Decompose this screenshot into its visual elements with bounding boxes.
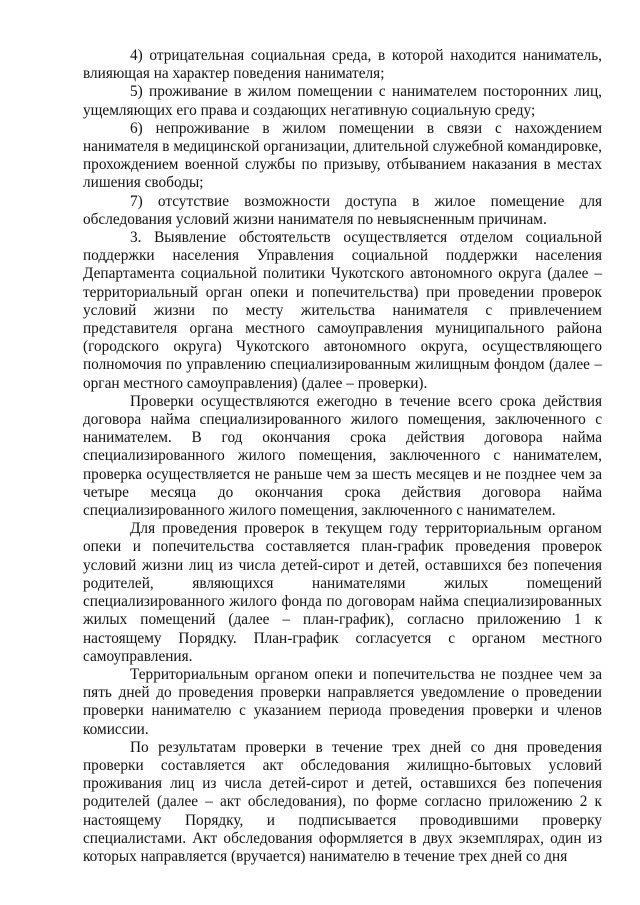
document-page bbox=[83, 47, 602, 866]
paragraph-item-7: 7) отсутствие возможности доступа в жилое помещение для обследования условий жизни нанимателя по невыясненным причинам. bbox=[83, 192, 602, 228]
paragraph-notification: Территориальным органом опеки и попечительства не позднее чем за пять дней до проведения проверки направляется уведомление о проведении проверки нанимателю с указанием периода проведения проверки и членов комиссии. bbox=[83, 665, 602, 738]
paragraph-inspection-schedule: Проверки осуществляются ежегодно в течение всего срока действия договора найма специализированного жилого помещения, заключенного с нанимателем. В год окончания срока действия договора найма специализированного жилого помещения, заключенного с нанимателем, проверка осуществляется не раньше чем за шесть месяцев и не позднее чем за четыре месяца до окончания срока действия договора найма специализированного жилого помещения, заключенного с нанимателем. bbox=[83, 392, 602, 520]
paragraph-item-5: 5) проживание в жилом помещении с нанимателем посторонних лиц, ущемляющих его права и создающих негативную социальную среду; bbox=[83, 83, 602, 119]
paragraph-item-6: 6) непроживание в жилом помещении в связи с нахождением нанимателя в медицинской организации, длительной служебной командировке, прохождением военной службы по призыву, отбыванием наказания в местах лишения свободы; bbox=[83, 119, 602, 192]
paragraph-plan-schedule: Для проведения проверок в текущем году территориальным органом опеки и попечительства составляется план-график проведения проверок условий жизни лиц из числа детей-сирот и детей, оставшихся без попечения родителей, являющихся нанимателями жилых помещений специализированного жилого фонда по договорам найма специализированных жилых помещений (далее – план-график), согласно приложению 1 к настоящему Порядку. План-график согласуется с органом местного самоуправления. bbox=[83, 520, 602, 665]
paragraph-inspection-act: По результатам проверки в течение трех дней со дня проведения проверки составляется акт обследования жилищно-бытовых условий проживания лиц из числа детей-сирот и детей, оставшихся без попечения родителей (далее – акт обследования), по форме согласно приложению 2 к настоящему Порядку, и подписывается проводившими проверку специалистами. Акт обследования оформляется в двух экземплярах, один из которых направляется (вручается) нанимателю в течение трех дней со дня bbox=[83, 738, 602, 865]
paragraph-item-4: 4) отрицательная социальная среда, в которой находится наниматель, влияющая на характер поведения нанимателя; bbox=[83, 47, 602, 83]
paragraph-section-3: 3. Выявление обстоятельств осуществляется отделом социальной поддержки населения Управления социальной поддержки населения Департамента социальной политики Чукотского автономного округа (далее – территориальный орган опеки и попечительства) при проведении проверок условий жизни по месту жительства нанимателя с привлечением представителя органа местного самоуправления муниципального района (городского округа) Чукотского автономного округа, осуществляющего полномочия по управлению специализированным жилищным фондом (далее – орган местного самоуправления) (далее – проверки). bbox=[83, 229, 602, 392]
